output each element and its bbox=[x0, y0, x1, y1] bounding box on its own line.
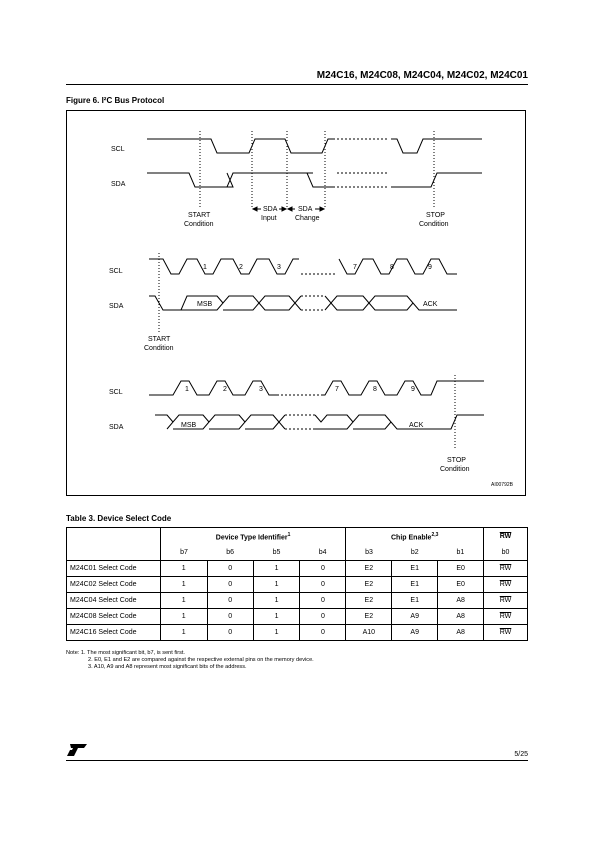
device-select-code-table bbox=[66, 527, 528, 641]
ack-label-3: ACK bbox=[409, 422, 424, 429]
bit-header-row bbox=[67, 545, 528, 561]
cell: 1 bbox=[160, 593, 207, 609]
table-row bbox=[67, 625, 528, 641]
cell: 1 bbox=[160, 625, 207, 641]
device-type-identifier-header: Device Type Identifier$^1$ bbox=[160, 528, 346, 546]
cell: 0 bbox=[300, 625, 346, 641]
row-name: M24C01 Select Code bbox=[67, 561, 161, 577]
scl-label-2: SCL bbox=[109, 268, 123, 275]
cell: A9 bbox=[392, 609, 438, 625]
timing-diagram bbox=[67, 111, 527, 497]
bit-header-b7: b7 bbox=[160, 545, 207, 561]
header-rule bbox=[66, 84, 528, 85]
bit-header-b1: b1 bbox=[438, 545, 484, 561]
note-3: 3. A10, A9 and A8 represent most significant bits of the address. bbox=[88, 664, 247, 671]
cell: E0 bbox=[438, 561, 484, 577]
cell: 1 bbox=[253, 609, 300, 625]
scl-waveform-1 bbox=[147, 139, 482, 153]
cell: 1 bbox=[253, 593, 300, 609]
sda-label-1: SDA bbox=[111, 181, 126, 188]
bit-header-b4: b4 bbox=[300, 545, 346, 561]
sda-change-label-line2: Change bbox=[295, 215, 320, 222]
i2c-bus-protocol-figure bbox=[66, 110, 526, 496]
cell: A8 bbox=[438, 593, 484, 609]
cell: $\overline{RW}$ bbox=[484, 593, 528, 609]
clock-pulse-3-8: 8 bbox=[373, 386, 377, 393]
sda-waveform-3-dotted bbox=[285, 415, 315, 429]
cell: E1 bbox=[392, 577, 438, 593]
clock-pulse-3-1: 1 bbox=[185, 386, 189, 393]
scl-label-1: SCL bbox=[111, 146, 125, 153]
cell: E2 bbox=[346, 593, 392, 609]
clock-pulse-2: 2 bbox=[239, 264, 243, 271]
cell: E1 bbox=[392, 561, 438, 577]
chip-enable-header: Chip Enable$^{2,3}$ bbox=[346, 528, 484, 546]
clock-pulse-3-3: 3 bbox=[259, 386, 263, 393]
start-condition-label-2: Condition bbox=[144, 345, 174, 352]
sda-waveform-1-dotted bbox=[337, 173, 389, 187]
clock-pulse-3-2: 2 bbox=[223, 386, 227, 393]
sda-waveform-3 bbox=[155, 415, 484, 429]
sda-input-label-line2: Input bbox=[261, 215, 277, 222]
cell: 1 bbox=[160, 577, 207, 593]
rw-header: $\overline{RW}$ bbox=[484, 528, 528, 546]
row-name: M24C04 Select Code bbox=[67, 593, 161, 609]
clock-pulse-3-9: 9 bbox=[411, 386, 415, 393]
cell: E0 bbox=[438, 577, 484, 593]
cell: 1 bbox=[253, 561, 300, 577]
stop-label-3: STOP bbox=[447, 457, 466, 464]
table-corner-cell bbox=[67, 528, 161, 546]
sda-waveform-1 bbox=[147, 173, 482, 187]
bit-header-b2: b2 bbox=[392, 545, 438, 561]
start-label-1: START bbox=[188, 212, 211, 219]
table-row bbox=[67, 561, 528, 577]
stop-label-1: STOP bbox=[426, 212, 445, 219]
cell: 1 bbox=[253, 625, 300, 641]
table-notes bbox=[66, 650, 314, 672]
scl-waveform-3 bbox=[149, 381, 484, 395]
clock-pulse-9: 9 bbox=[428, 264, 432, 271]
cell: E2 bbox=[346, 561, 392, 577]
cell: A10 bbox=[346, 625, 392, 641]
clock-pulse-3: 3 bbox=[277, 264, 281, 271]
sda-change-label-line1: SDA bbox=[298, 206, 313, 213]
footer-rule bbox=[66, 760, 528, 761]
clock-pulse-7: 7 bbox=[353, 264, 357, 271]
cell: E1 bbox=[392, 593, 438, 609]
sda-label-3: SDA bbox=[109, 424, 124, 431]
bit-header-b5: b5 bbox=[253, 545, 300, 561]
table-row bbox=[67, 577, 528, 593]
table-row bbox=[67, 593, 528, 609]
cell: E2 bbox=[346, 609, 392, 625]
note-2: 2. E0, E1 and E2 are compared against the respective external pins on the memory device. bbox=[88, 657, 314, 664]
row-name: M24C02 Select Code bbox=[67, 577, 161, 593]
bit-header-b6: b6 bbox=[207, 545, 253, 561]
table-row bbox=[67, 609, 528, 625]
cell: 0 bbox=[300, 561, 346, 577]
clock-pulse-3-7: 7 bbox=[335, 386, 339, 393]
sda-input-marker bbox=[252, 131, 325, 209]
cell: 0 bbox=[207, 609, 253, 625]
cell: 0 bbox=[207, 625, 253, 641]
ack-label-2: ACK bbox=[423, 301, 438, 308]
figure-code: AI00792B bbox=[491, 482, 513, 488]
cell: 1 bbox=[160, 609, 207, 625]
sda-label-2: SDA bbox=[109, 303, 124, 310]
bit-header-empty bbox=[67, 545, 161, 561]
cell: 0 bbox=[207, 593, 253, 609]
cell: 1 bbox=[253, 577, 300, 593]
cell: E2 bbox=[346, 577, 392, 593]
stop-condition-label-3: Condition bbox=[440, 466, 470, 473]
bit-header-b3: b3 bbox=[346, 545, 392, 561]
cell: A8 bbox=[438, 609, 484, 625]
page-number: 5/25 bbox=[514, 751, 528, 758]
sda-waveform-2 bbox=[149, 296, 457, 310]
cell: A9 bbox=[392, 625, 438, 641]
msb-label-2: MSB bbox=[197, 301, 213, 308]
msb-label-3: MSB bbox=[181, 422, 197, 429]
row-name: M24C16 Select Code bbox=[67, 625, 161, 641]
cell: 0 bbox=[300, 609, 346, 625]
cell: 0 bbox=[207, 577, 253, 593]
table-title: Table 3. Device Select Code bbox=[66, 514, 172, 523]
scl-waveform-2 bbox=[149, 259, 457, 274]
cell: 0 bbox=[207, 561, 253, 577]
sda-waveform-2-dotted bbox=[301, 296, 325, 310]
bit-header-b0: b0 bbox=[484, 545, 528, 561]
cell: A8 bbox=[438, 625, 484, 641]
cell: $\overline{RW}$ bbox=[484, 625, 528, 641]
start-condition-label-1: Condition bbox=[184, 221, 214, 228]
cell: 0 bbox=[300, 593, 346, 609]
start-label-2: START bbox=[148, 336, 171, 343]
cell: $\overline{RW}$ bbox=[484, 561, 528, 577]
note-1: Note: 1. The most significant bit, b7, is sent first. bbox=[66, 650, 185, 656]
clock-pulse-8: 8 bbox=[390, 264, 394, 271]
stop-condition-label-1: Condition bbox=[419, 221, 449, 228]
cell: 1 bbox=[160, 561, 207, 577]
cell: $\overline{RW}$ bbox=[484, 577, 528, 593]
row-name: M24C08 Select Code bbox=[67, 609, 161, 625]
page-header-title: M24C16, M24C08, M24C04, M24C02, M24C01 bbox=[316, 70, 528, 81]
clock-pulse-1: 1 bbox=[203, 264, 207, 271]
cell: 0 bbox=[300, 577, 346, 593]
sda-input-label-line1: SDA bbox=[263, 206, 278, 213]
figure-title: Figure 6. I²C Bus Protocol bbox=[66, 96, 165, 105]
cell: $\overline{RW}$ bbox=[484, 609, 528, 625]
scl-label-3: SCL bbox=[109, 389, 123, 396]
